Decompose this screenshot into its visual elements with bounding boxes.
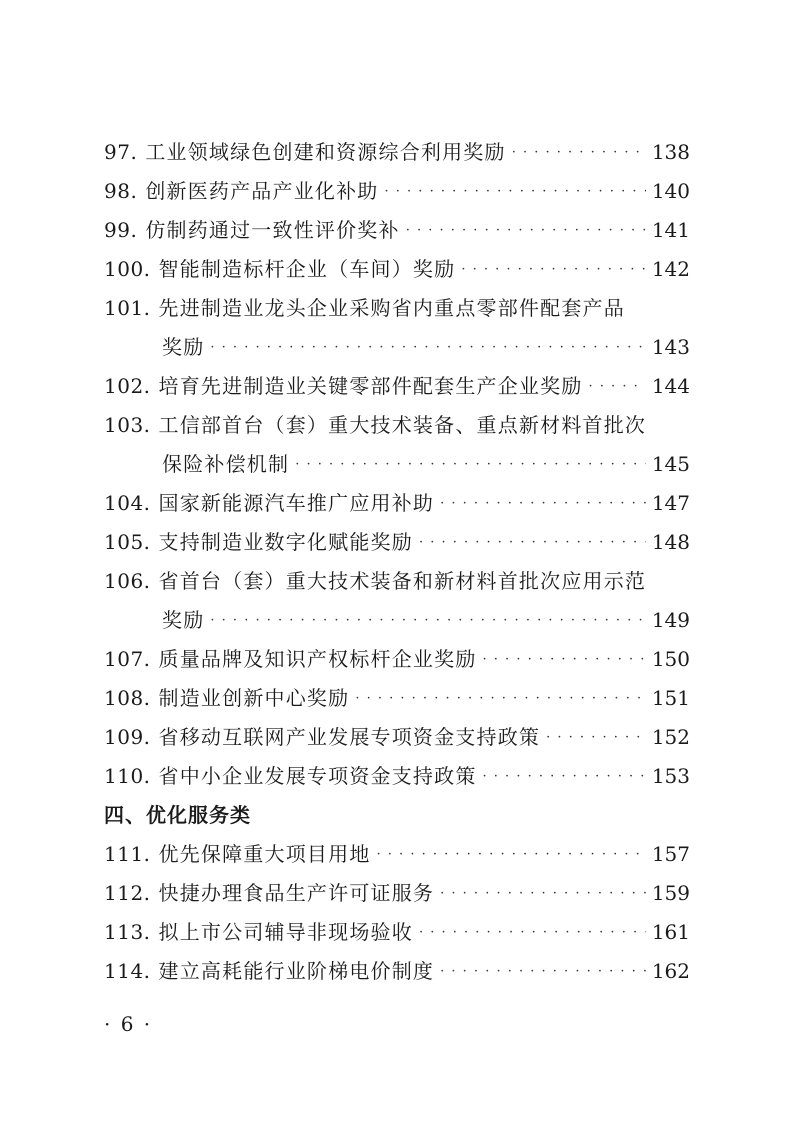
table-of-contents — [104, 133, 690, 991]
toc-entry-title-continuation: 保险补偿机制 — [162, 452, 290, 476]
toc-entry[interactable] — [104, 718, 690, 757]
toc-entry[interactable] — [104, 757, 690, 796]
toc-entry-number: 102. — [104, 374, 151, 398]
toc-entry-page: 142 — [651, 257, 690, 281]
toc-entry-title: 省首台（套）重大技术装备和新材料首批次应用示范 — [158, 569, 647, 593]
toc-entry-title: 质量品牌及知识产权标杆企业奖励 — [158, 647, 477, 671]
toc-entry-number: 98. — [104, 179, 138, 203]
toc-entry[interactable] — [104, 640, 690, 679]
toc-entry[interactable] — [104, 874, 690, 913]
toc-entry-page: 150 — [651, 647, 690, 671]
dot-leader — [440, 484, 646, 523]
dot-leader — [419, 913, 646, 952]
toc-entry-number: 104. — [104, 491, 151, 515]
toc-entry-page: 161 — [651, 920, 690, 944]
toc-entry-page: 138 — [651, 140, 690, 164]
dot-leader — [589, 367, 646, 406]
dot-leader — [440, 952, 646, 991]
dot-leader — [419, 523, 646, 562]
toc-entry-title: 仿制药通过一致性评价奖补 — [145, 218, 400, 242]
toc-entry-title: 创新医药产品产业化补助 — [145, 179, 379, 203]
dot-leader — [385, 172, 646, 211]
toc-entry-continuation-line[interactable] — [104, 328, 690, 367]
dot-leader — [406, 211, 646, 250]
toc-entry-number: 109. — [104, 725, 151, 749]
toc-entry[interactable] — [104, 250, 690, 289]
toc-entry-continuation-line[interactable] — [104, 601, 690, 640]
toc-entry-page: 148 — [651, 530, 690, 554]
toc-entry-number: 110. — [104, 764, 151, 788]
toc-entry-page: 149 — [651, 608, 690, 632]
toc-entry-number: 107. — [104, 647, 151, 671]
toc-entry-title: 省中小企业发展专项资金支持政策 — [158, 764, 477, 788]
toc-entry-title: 快捷办理食品生产许可证服务 — [158, 881, 435, 905]
toc-entry-page: 152 — [651, 725, 690, 749]
toc-entry-number: 99. — [104, 218, 138, 242]
toc-entry-title: 工信部首台（套）重大技术装备、重点新材料首批次 — [158, 413, 647, 437]
toc-entry-number: 97. — [104, 140, 138, 164]
toc-entry[interactable] — [104, 367, 690, 406]
toc-entry-number: 114. — [104, 959, 151, 983]
dot-leader — [295, 445, 646, 484]
toc-entry-number: 101. — [104, 296, 151, 320]
toc-entry[interactable] — [104, 835, 690, 874]
dot-leader — [483, 757, 646, 796]
dot-leader — [377, 835, 646, 874]
page-number-footer: · 6 · — [104, 1012, 153, 1036]
toc-entry[interactable] — [104, 523, 690, 562]
toc-entry-title: 优先保障重大项目用地 — [158, 842, 371, 866]
dot-leader — [355, 679, 645, 718]
toc-entry-page: 145 — [651, 452, 690, 476]
toc-entry-continuation-line[interactable] — [104, 445, 690, 484]
toc-entry-page: 151 — [651, 686, 690, 710]
toc-entry-page: 157 — [651, 842, 690, 866]
toc-entry-page: 162 — [651, 959, 690, 983]
dot-leader — [483, 640, 646, 679]
toc-entry[interactable] — [104, 679, 690, 718]
toc-entry-title: 省移动互联网产业发展专项资金支持政策 — [158, 725, 541, 749]
toc-entry-title: 国家新能源汽车推广应用补助 — [158, 491, 435, 515]
toc-entry[interactable] — [104, 133, 690, 172]
toc-entry-title: 工业领域绿色创建和资源综合利用奖励 — [145, 140, 506, 164]
toc-entry-number: 100. — [104, 257, 151, 281]
dot-leader — [440, 874, 646, 913]
toc-entry-title: 先进制造业龙头企业采购省内重点零部件配套产品 — [158, 296, 625, 320]
toc-group-before — [104, 133, 690, 796]
toc-entry[interactable] — [104, 211, 690, 250]
toc-entry-title: 建立高耗能行业阶梯电价制度 — [158, 959, 435, 983]
dot-leader — [461, 250, 645, 289]
dot-leader — [512, 133, 646, 172]
dot-leader — [210, 328, 645, 367]
toc-entry[interactable] — [104, 913, 690, 952]
toc-entry-page: 140 — [651, 179, 690, 203]
toc-entry-page: 141 — [651, 218, 690, 242]
toc-entry-title: 拟上市公司辅导非现场验收 — [158, 920, 413, 944]
toc-entry-number: 112. — [104, 881, 151, 905]
toc-entry-title: 智能制造标杆企业（车间）奖励 — [158, 257, 456, 281]
toc-entry-title: 培育先进制造业关键零部件配套生产企业奖励 — [158, 374, 583, 398]
toc-entry-title: 支持制造业数字化赋能奖励 — [158, 530, 413, 554]
toc-entry-page: 143 — [651, 335, 690, 359]
toc-entry-number: 106. — [104, 569, 151, 593]
section-heading: 四、优化服务类 — [104, 803, 251, 827]
toc-entry-page: 159 — [651, 881, 690, 905]
toc-group-after — [104, 835, 690, 991]
toc-entry-number: 113. — [104, 920, 151, 944]
toc-entry[interactable] — [104, 172, 690, 211]
toc-entry-title: 制造业创新中心奖励 — [158, 686, 350, 710]
toc-entry[interactable] — [104, 562, 690, 601]
toc-entry-page: 153 — [651, 764, 690, 788]
toc-entry-title-continuation: 奖励 — [162, 335, 205, 359]
toc-entry-number: 108. — [104, 686, 151, 710]
toc-entry-title-continuation: 奖励 — [162, 608, 205, 632]
toc-entry-page: 147 — [651, 491, 690, 515]
toc-entry[interactable] — [104, 289, 690, 328]
toc-entry-number: 103. — [104, 413, 151, 437]
toc-entry-number: 105. — [104, 530, 151, 554]
toc-entry[interactable] — [104, 952, 690, 991]
toc-entry-number: 111. — [104, 842, 151, 866]
toc-entry[interactable] — [104, 406, 690, 445]
toc-entry[interactable] — [104, 484, 690, 523]
dot-leader — [210, 601, 645, 640]
dot-leader — [546, 718, 646, 757]
toc-entry-page: 144 — [651, 374, 690, 398]
